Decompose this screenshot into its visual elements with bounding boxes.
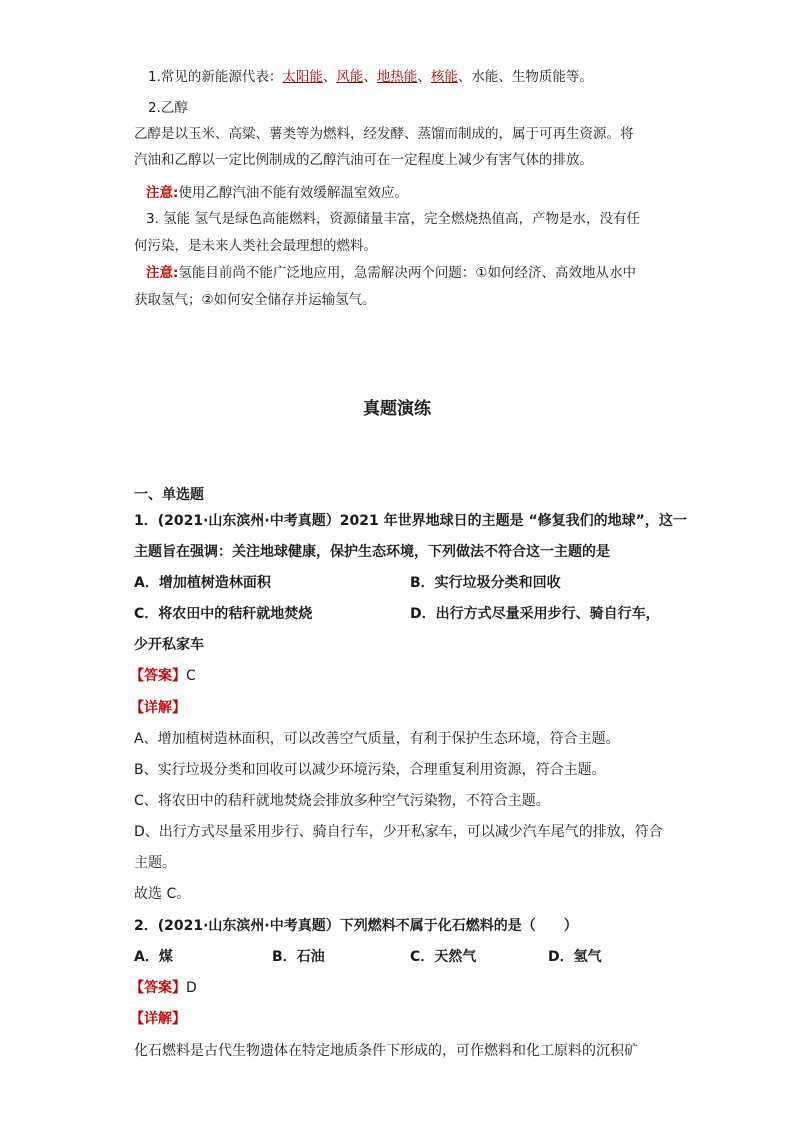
note-ethanol: 注意:使用乙醇汽油不能有效缓解温室效应。 xyxy=(146,185,408,201)
q2-option-c: C．天然气 xyxy=(410,949,477,965)
ethanol-text-line-2: 汽油和乙醇以一定比例制成的乙醇汽油可在一定程度上减少有害气体的排放。 xyxy=(134,152,593,168)
q2-detail-line-1: 化石燃料是古代生物遗体在特定地质条件下形成的，可作燃料和化工原料的沉积矿 xyxy=(134,1043,638,1059)
q2-stem: 2．(2021·山东滨州·中考真题）下列燃料不属于化石燃料的是（ ） xyxy=(134,918,578,934)
link-wind[interactable]: 风能 xyxy=(336,69,364,85)
q2-option-a: A．煤 xyxy=(134,949,173,965)
q1-option-d-line-1: D．出行方式尽量采用步行、骑自行车， xyxy=(410,606,660,622)
q1-detail-d-line-2: 主题。 xyxy=(134,855,176,871)
q1-detail-c: C、将农田中的秸秆就地焚烧会排放多种空气污染物，不符合主题。 xyxy=(134,793,550,809)
q1-stem-line-2: 主题旨在强调：关注地球健康，保护生态环境，下列做法不符合这一主题的是 xyxy=(134,544,610,560)
note-label: 注意: xyxy=(146,265,179,281)
q1-answer: 【答案】C xyxy=(130,668,196,684)
q1-detail-b: B、实行垃圾分类和回收可以减少环境污染，合理重复利用资源，符合主题。 xyxy=(134,762,606,778)
ethanol-heading: 2.乙醇 xyxy=(148,100,188,116)
note-hydrogen-line-2: 获取氢气；②如何安全储存并运输氢气。 xyxy=(134,292,376,308)
q2-option-d: D．氢气 xyxy=(548,949,602,965)
answer-label: 【答案】 xyxy=(130,668,186,684)
q1-option-b: B．实行垃圾分类和回收 xyxy=(410,575,561,591)
q1-conclusion: 故选 C。 xyxy=(134,886,191,902)
link-solar[interactable]: 太阳能 xyxy=(282,69,323,85)
hydrogen-text-line-1: 3. 氢能 氢气是绿色高能燃料，资源储量丰富，完全燃烧热值高，产物是水，没有任 xyxy=(146,211,640,227)
hydrogen-text-line-2: 何污染，是未来人类社会最理想的燃料。 xyxy=(134,238,377,254)
q2-answer: 【答案】D xyxy=(130,980,197,996)
q2-option-b: B．石油 xyxy=(272,949,325,965)
section-title: 真题演练 xyxy=(363,399,431,419)
q1-option-c: C．将农田中的秸秆就地焚烧 xyxy=(134,606,313,622)
link-geothermal[interactable]: 地热能 xyxy=(376,69,418,85)
part-heading: 一、单选题 xyxy=(134,487,204,503)
q1-detail-d-line-1: D、出行方式尽量采用步行、骑自行车，少开私家车，可以减少汽车尾气的排放，符合 xyxy=(134,824,663,840)
paragraph-new-energy: 1.常见的新能源代表：太阳能、风能、地热能、核能、水能、生物质能等。 xyxy=(148,69,593,85)
q1-stem-line-1: 1．(2021·山东滨州·中考真题）2021 年世界地球日的主题是 “修复我们的地球”，这一 xyxy=(134,513,687,529)
q1-option-a: A．增加植树造林面积 xyxy=(134,575,271,591)
answer-label: 【答案】 xyxy=(130,980,186,996)
q2-detail-label: 【详解】 xyxy=(130,1011,186,1027)
ethanol-text-line-1: 乙醇是以玉米、高粱、薯类等为燃料，经发酵、蒸馏而制成的，属于可再生资源。将 xyxy=(134,126,634,142)
q1-option-d-line-2: 少开私家车 xyxy=(134,637,204,653)
note-label: 注意: xyxy=(146,185,179,201)
link-nuclear[interactable]: 核能 xyxy=(430,69,458,85)
q1-detail-a: A、增加植树造林面积，可以改善空气质量，有利于保护生态环境，符合主题。 xyxy=(134,731,620,747)
note-hydrogen-line-1: 注意:氢能目前尚不能广泛地应用，急需解决两个问题：①如何经济、高效地从水中 xyxy=(146,265,637,281)
q1-detail-label: 【详解】 xyxy=(130,700,186,716)
